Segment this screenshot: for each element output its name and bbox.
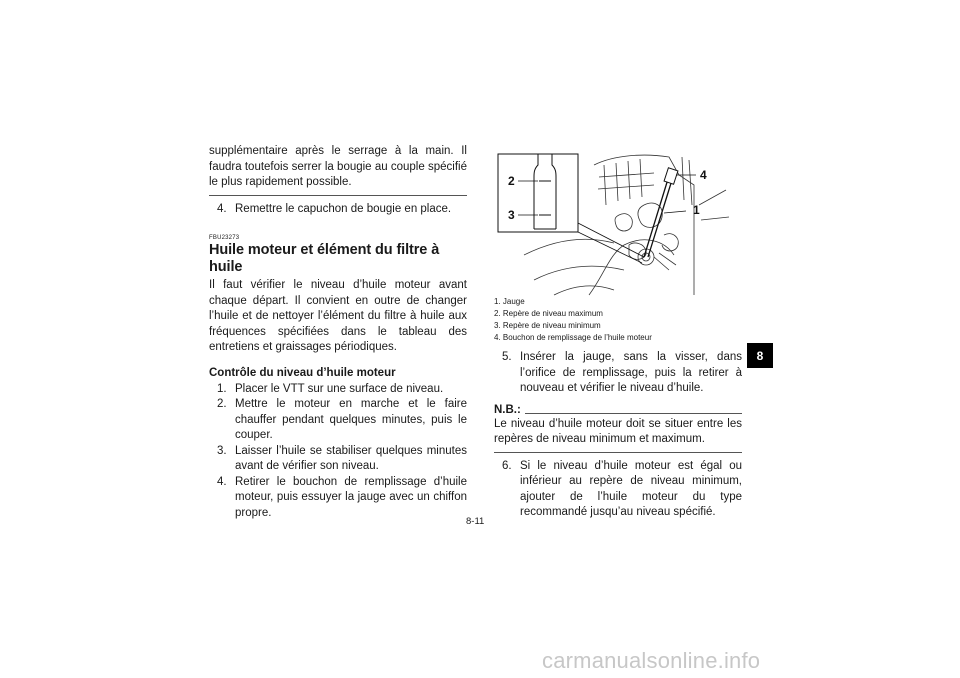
list-item: [209, 382, 467, 398]
step-list: [209, 382, 467, 522]
figure-caption-2: 2. Repère de niveau maximum: [494, 309, 603, 318]
list-item: [209, 444, 467, 475]
list-item: [494, 459, 742, 521]
chapter-tab: 8: [747, 343, 773, 368]
watermark: carmanualsonline.info: [542, 648, 761, 673]
step-text: Laisser l’huile se stabiliser quelques minutes avant de vérifier son niveau.: [235, 444, 467, 472]
subheading: Contrôle du niveau d’huile moteur: [209, 366, 396, 379]
step-list-right: [494, 350, 742, 397]
section-code: FBU23273: [209, 235, 240, 241]
step-number: 3.: [217, 444, 227, 457]
step-number: 1.: [217, 382, 227, 395]
callout-1: 1: [693, 203, 700, 217]
step-number: 4.: [217, 475, 227, 488]
step-number: 6.: [502, 459, 512, 472]
right-column: [494, 296, 742, 521]
figure-caption-1: 1. Jauge: [494, 297, 525, 306]
note-label: N.B.:: [494, 403, 521, 416]
step-list-top: [209, 202, 467, 218]
figure-caption-4: 4. Bouchon de remplissage de l’huile moteur: [494, 333, 652, 342]
left-column: [209, 144, 467, 521]
step-text: Remettre le capuchon de bougie en place.: [235, 202, 452, 215]
step-list-right-2: [494, 459, 742, 521]
list-item: [209, 202, 467, 218]
section-body: Il faut vérifier le niveau d’huile moteur avant chaque départ. Il convient en outre de changer l’huile et de nettoyer l’élément du filtre à huile aux fréquences spécifiées dans le tableau des entretiens et graissages périodiques.: [209, 279, 467, 353]
divider: [209, 195, 467, 196]
note-header: [494, 403, 742, 417]
step-text: Retirer le bouchon de remplissage d’huile moteur, puis essuyer la jauge avec un chiffon propre.: [235, 475, 467, 519]
callout-3: 3: [508, 208, 515, 222]
list-item: [209, 475, 467, 522]
note-text: Le niveau d’huile moteur doit se situer entre les repères de niveau minimum et maximum.: [494, 417, 742, 445]
divider: [494, 452, 742, 453]
step-text: Insérer la jauge, sans la visser, dans l’orifice de remplissage, puis la retirer à nouveau et vérifier le niveau d’huile.: [520, 351, 742, 394]
callout-2: 2: [508, 174, 515, 188]
section-title: Huile moteur et élément du filtre à huile: [209, 242, 440, 275]
step-number: 5.: [502, 351, 512, 363]
list-item: [494, 350, 742, 397]
step-number: 2.: [217, 398, 227, 410]
step-text: Mettre le moteur en marche et le faire chauffer pendant quelques minutes, puis le couper.: [235, 398, 467, 441]
step-text: Placer le VTT sur une surface de niveau.: [235, 382, 444, 395]
figure-caption-3: 3. Repère de niveau minimum: [494, 321, 601, 330]
page-number: 8-11: [466, 516, 485, 527]
intro-paragraph: supplémentaire après le serrage à la main. Il faudra toutefois serrer la bougie au couple spécifié le plus rapidement possible.: [209, 145, 467, 188]
list-item: [209, 397, 467, 444]
dipstick-illustration: [494, 145, 742, 297]
step-text: Si le niveau d’huile moteur est égal ou inférieur au repère de niveau minimum, ajouter de l’huile moteur du type recommandé jusqu’au niveau spécifié.: [520, 459, 742, 518]
callout-4: 4: [700, 168, 707, 182]
step-number: 4.: [217, 202, 227, 215]
note-rule: [525, 413, 742, 414]
